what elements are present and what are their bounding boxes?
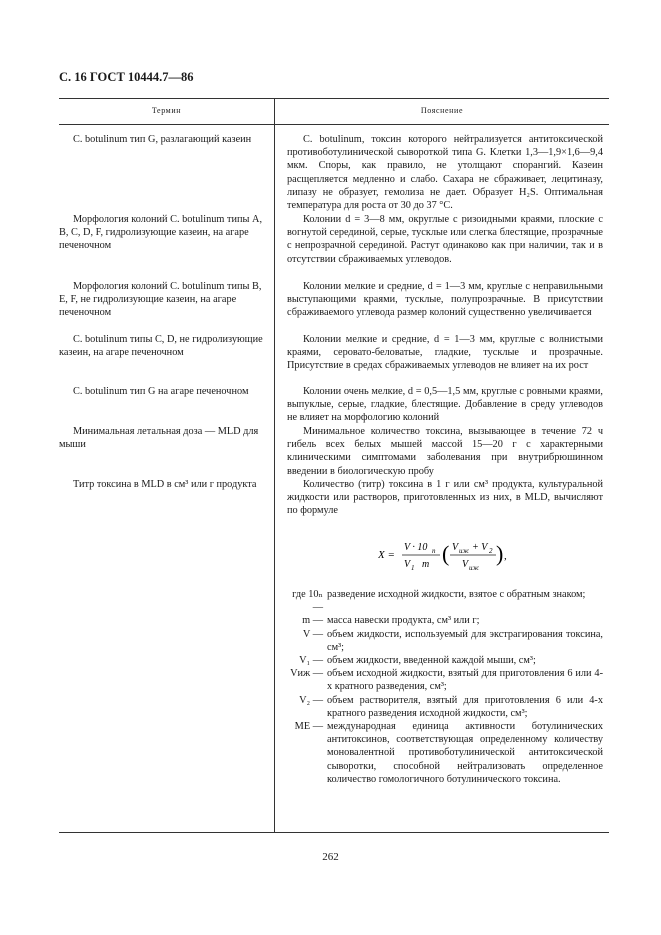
table-top-border — [59, 98, 609, 99]
formula-inner-num: V — [452, 542, 459, 553]
page-number: 262 — [322, 851, 339, 863]
definition-text: объем жидкости, используемый для экстрагирования токсина, см³; — [327, 628, 603, 653]
formula-inner-plus: + V — [472, 542, 488, 553]
definition-text: разведение исходной жидкости, взятое с обратным знаком; — [327, 589, 586, 600]
table-header-border — [59, 124, 609, 125]
formula-num-sub: n — [432, 547, 436, 555]
term-row-7: Титр токсина в MLD в см³ или г продукта — [73, 479, 257, 490]
formula-den-m: m — [422, 559, 430, 570]
definition-symbol: где 10ₙ — — [292, 589, 323, 614]
definition-item — [287, 628, 603, 654]
formula-paren-close: ) — [496, 541, 504, 566]
definition-text: масса навески продукта, см³ или г; — [327, 615, 480, 627]
definition-item — [287, 694, 603, 720]
formula-num-left: V · 10 — [404, 542, 428, 553]
definition-text: объем жидкости, введенной каждой мыши, см³; — [327, 655, 536, 667]
formula-inner-num-sub: иж — [459, 547, 470, 555]
definition-symbol: V₂ — — [299, 694, 323, 706]
definition-symbol: МЕ — — [294, 721, 323, 733]
term-row-2: Морфология колоний C. botulinum типы А, В, С, D, F, гидролизующие казеин, на агаре печеночном — [59, 214, 263, 252]
term-row-1: C. botulinum тип G, разлагающий казеин — [73, 134, 252, 145]
formula-den-sub: 1 — [411, 564, 415, 571]
formula-inner-den: V — [462, 559, 469, 570]
definition-item — [287, 614, 603, 627]
column-header-explanation: Пояснение — [420, 106, 464, 115]
explanation-row-7: Количество (титр) токсина в 1 г или см³ продукта, культуральной жидкости или растворов, приготовленных из них, в MLD, вычисляют по формуле — [287, 479, 603, 517]
term-row-3: Морфология колоний C. botulinum типы В, Е, F, не гидролизующие казеин, на агаре печеночном — [59, 281, 262, 319]
column-divider — [274, 98, 275, 832]
formula-tail: , — [504, 550, 507, 562]
formula — [378, 537, 578, 571]
definition-text: международная единица активности ботулинических антитоксинов, соответствующая определенному количеству моновалентной противоботулинической антитоксической сыворотки, способной нейтрализовать определенное количество гомологичного ботулинического токсина. — [327, 721, 603, 785]
formula-den-left: V — [404, 559, 411, 570]
explanation-row-2: Колонии d = 3—8 мм, округлые с ризоидными краями, плоские с вогнутой серединой, серые, тусклые или слегка блестящие, прозрачные с непрозрачной серединой. Растут одинаково как при наличии, так и в отсутствии сбраживаемых углеводов. — [287, 214, 603, 265]
term-row-5: C. botulinum тип G на агаре печеночном — [73, 386, 249, 397]
term-row-4: C. botulinum типы С, D, не гидролизующие казеин, на агаре печеночном — [59, 334, 263, 359]
definition-item — [287, 654, 603, 667]
column-header-term: Термин — [151, 106, 182, 115]
definition-symbol: V — — [302, 628, 323, 640]
definition-text: объем исходной жидкости, взятый для приготовления 6 или 4-х кратного разведения, см³; — [327, 668, 603, 693]
formula-lhs: X = — [378, 549, 395, 561]
definition-symbol: Vиж — — [290, 668, 323, 680]
definition-symbol: V₁ — — [299, 655, 323, 667]
definition-item — [287, 588, 603, 614]
definition-item — [287, 667, 603, 693]
formula-paren-open: ( — [442, 541, 450, 566]
explanation-row-3: Колонии мелкие и средние, d = 1—3 мм, круглые с неправильными выступающими краями, тусклые, полупрозрачные. В присутствии сбраживаемого углевода размер колоний существенно увеличивается — [287, 281, 603, 319]
definition-symbol: m — — [302, 615, 323, 627]
explanation-row-4: Колонии мелкие и средние, d = 1—3 мм, круглые с волнистыми краями, серовато-беловатые, гладкие, тусклые и прозрачные. Присутствие в средах сбраживаемых углеводов не влияет на их рост — [287, 334, 603, 372]
definition-item — [287, 720, 603, 786]
formula-inner-plus-sub: 2 — [489, 547, 493, 555]
formula-inner-den-sub: иж — [469, 564, 480, 571]
explanation-row-6: Минимальное количество токсина, вызывающее в течение 72 ч гибель всех белых мышей массой 15—20 г с характерными клиническими симптомами заболевания при внутрибрюшинном введении в биологическую пробу — [287, 426, 603, 477]
explanation-row-1: C. botulinum, токсин которого нейтрализуется антитоксической противоботулинической сывороткой типа G. Клетки 1,3—1,9×1,6—9,4 мкм. Споры, как правило, не утолщают спорангий. Казеин расщепляется медленно и слабо. Сахара не сбраживает, лецитиназу, липазу не образует, гемолиза не дает. Образует H₂S. Оптимальная температура для роста от 30 до 37 °С. — [287, 134, 603, 212]
table-bottom-border — [59, 832, 609, 833]
definition-text: объем растворителя, взятый для приготовления 6 или 4-х кратного разведения исходной жидкости, см³; — [327, 694, 603, 719]
definitions-list — [287, 588, 603, 786]
page-header: С. 16 ГОСТ 10444.7—86 — [59, 70, 194, 84]
term-row-6: Минимальная летальная доза — MLD для мыши — [59, 426, 259, 451]
explanation-row-5: Колонии очень мелкие, d = 0,5—1,5 мм, круглые с ровными краями, выпуклые, серые, гладкие, блестящие. Добавление в среду углеводов не влияет на морфологию колоний — [287, 386, 603, 424]
